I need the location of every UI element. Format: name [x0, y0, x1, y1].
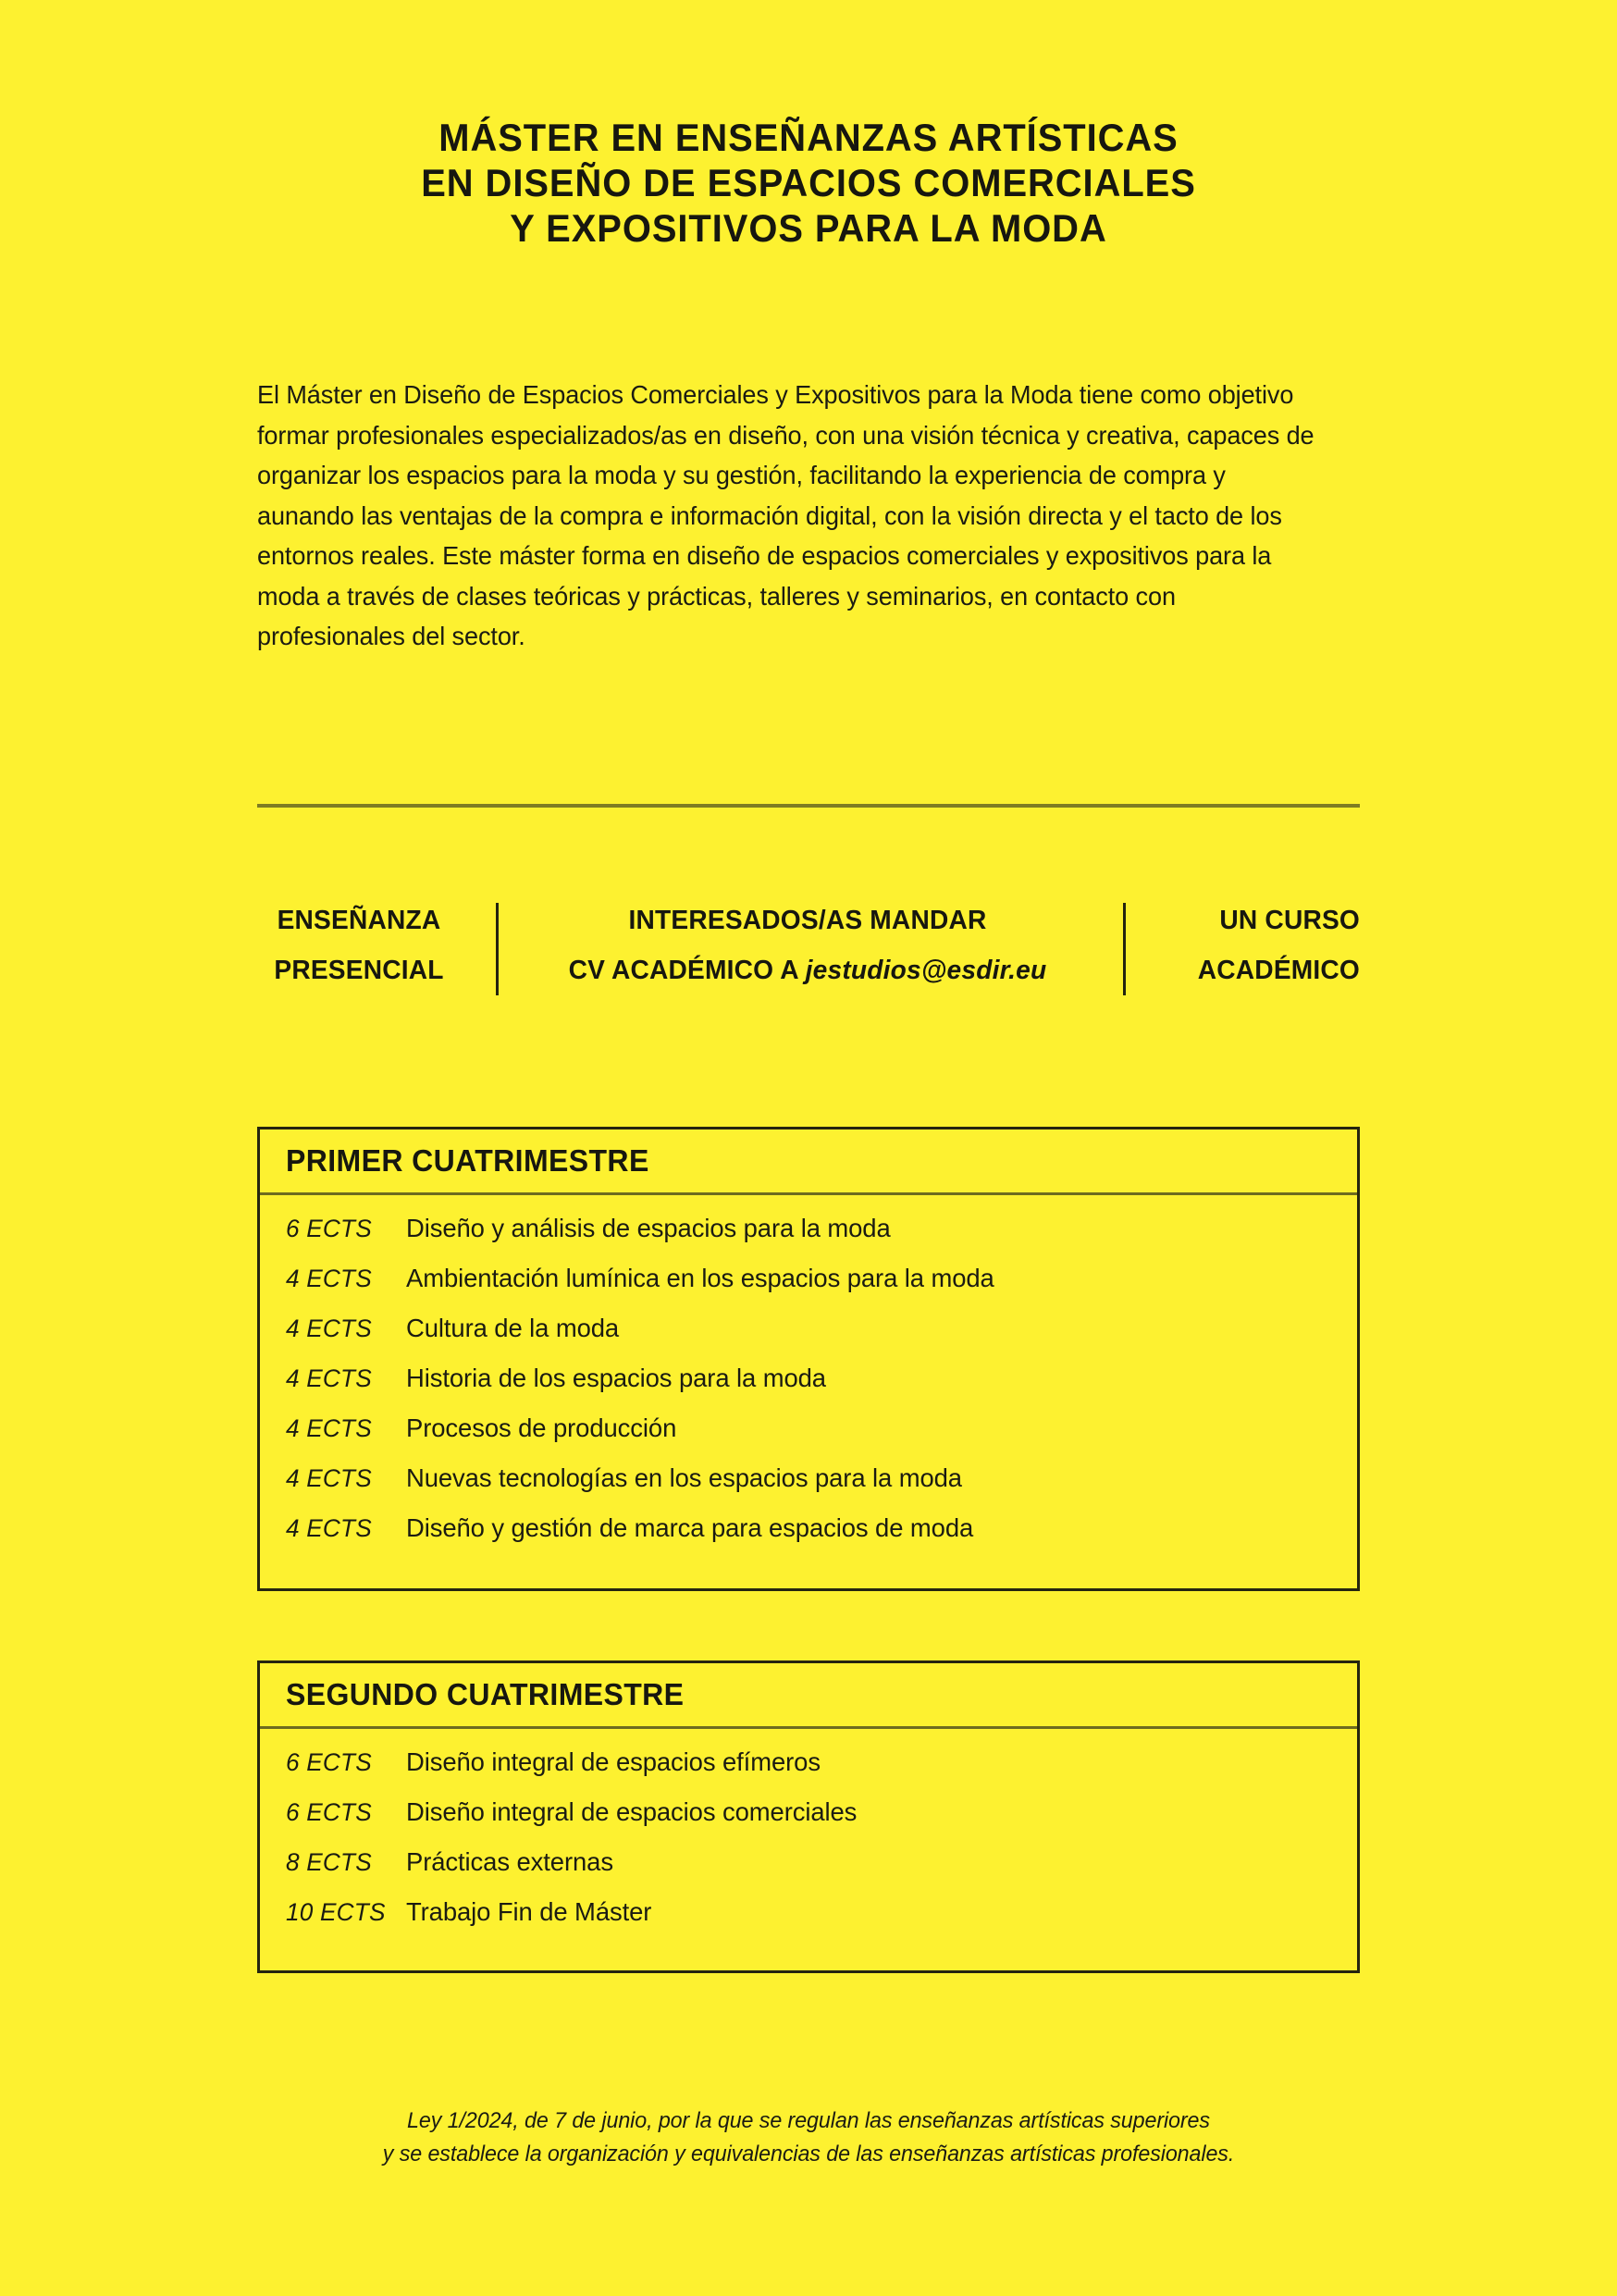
term-table-second — [257, 1660, 1360, 1973]
course-name: Procesos de producción — [406, 1413, 677, 1442]
course-ects: 4 ECTS — [286, 1414, 372, 1442]
info-modality-line-2: PRESENCIAL — [274, 956, 444, 985]
term-course-list-second — [260, 1729, 1357, 1947]
info-column-modality — [260, 895, 457, 995]
intro-paragraph: El Máster en Diseño de Espacios Comerciales y Expositivos para la Moda tiene como objetivo formar profesionales especializados/as en diseño, con una visión técnica y creativa, capaces de organizar los espacios para la moda y su gestión, facilitando la experiencia de compra y aunando las ventajas de la compra e información digital, con la visión directa y el tacto de los entornos reales. Este máster forma en diseño de espacios comerciales y expositivos para la moda a través de clases teóricas y prácticas, talleres y seminarios, en contacto con profesionales del sector. — [257, 380, 1315, 650]
info-divider-2 — [1123, 903, 1126, 995]
legal-footnote — [0, 2105, 1617, 2171]
table-row — [260, 1797, 1357, 1847]
info-column-duration — [1152, 895, 1360, 995]
course-ects: 8 ECTS — [286, 1848, 372, 1876]
info-application-line-1: INTERESADOS/AS MANDAR — [628, 906, 987, 935]
info-column-application — [543, 895, 1072, 995]
course-name: Trabajo Fin de Máster — [406, 1897, 652, 1926]
course-name: Nuevas tecnologías en los espacios para la moda — [406, 1463, 962, 1492]
course-name: Diseño y gestión de marca para espacios de moda — [406, 1513, 974, 1542]
term-heading-label: PRIMER CUATRIMESTRE — [286, 1143, 649, 1178]
title-line-3: Y EXPOSITIVOS PARA LA MODA — [510, 206, 1107, 250]
course-name: Ambientación lumínica en los espacios para la moda — [406, 1264, 994, 1292]
term-table-first — [257, 1127, 1360, 1591]
term-heading-label: SEGUNDO CUATRIMESTRE — [286, 1677, 685, 1711]
legal-footnote-line-2: y se establece la organización y equivalencias de las enseñanzas artísticas profesionales. — [382, 2142, 1235, 2166]
course-ects: 10 ECTS — [286, 1898, 386, 1926]
course-ects: 4 ECTS — [286, 1514, 372, 1542]
title-line-1: MÁSTER EN ENSEÑANZAS ARTÍSTICAS — [438, 116, 1179, 159]
course-ects: 4 ECTS — [286, 1265, 372, 1292]
term-header-second — [260, 1663, 1357, 1729]
term-course-list-first — [260, 1195, 1357, 1563]
course-name: Diseño integral de espacios comerciales — [406, 1797, 858, 1826]
contact-email-link[interactable]: jestudios@esdir.eu — [805, 956, 1047, 985]
info-divider-1 — [496, 903, 499, 995]
table-row — [260, 1264, 1357, 1314]
table-row — [260, 1847, 1357, 1897]
course-name: Diseño integral de espacios efímeros — [406, 1747, 821, 1776]
course-name: Diseño y análisis de espacios para la moda — [406, 1214, 891, 1242]
course-name: Cultura de la moda — [406, 1314, 620, 1342]
course-ects: 4 ECTS — [286, 1464, 372, 1492]
page-title — [0, 115, 1617, 251]
table-row — [260, 1897, 1357, 1947]
table-row — [260, 1413, 1357, 1463]
table-row — [260, 1314, 1357, 1364]
info-duration-line-1: UN CURSO — [1219, 906, 1360, 935]
course-name: Historia de los espacios para la moda — [406, 1364, 826, 1392]
course-ects: 6 ECTS — [286, 1748, 372, 1776]
info-application-prefix: CV ACADÉMICO A — [568, 956, 806, 985]
table-row — [260, 1463, 1357, 1513]
title-line-2: EN DISEÑO DE ESPACIOS COMERCIALES — [421, 161, 1196, 204]
info-duration-line-2: ACADÉMICO — [1197, 956, 1360, 985]
legal-footnote-line-1: Ley 1/2024, de 7 de junio, por la que se regulan las enseñanzas artísticas superiores — [407, 2108, 1210, 2133]
info-modality-line-1: ENSEÑANZA — [277, 906, 441, 935]
course-ects: 6 ECTS — [286, 1215, 372, 1242]
info-application-line-2 — [543, 945, 1072, 995]
table-row — [260, 1214, 1357, 1264]
section-divider — [257, 804, 1360, 808]
course-name: Prácticas externas — [406, 1847, 613, 1876]
term-header-first — [260, 1129, 1357, 1195]
table-row — [260, 1513, 1357, 1563]
table-row — [260, 1364, 1357, 1413]
course-ects: 4 ECTS — [286, 1315, 372, 1342]
table-row — [260, 1747, 1357, 1797]
info-row — [257, 895, 1360, 1003]
course-ects: 6 ECTS — [286, 1798, 372, 1826]
course-ects: 4 ECTS — [286, 1364, 372, 1392]
